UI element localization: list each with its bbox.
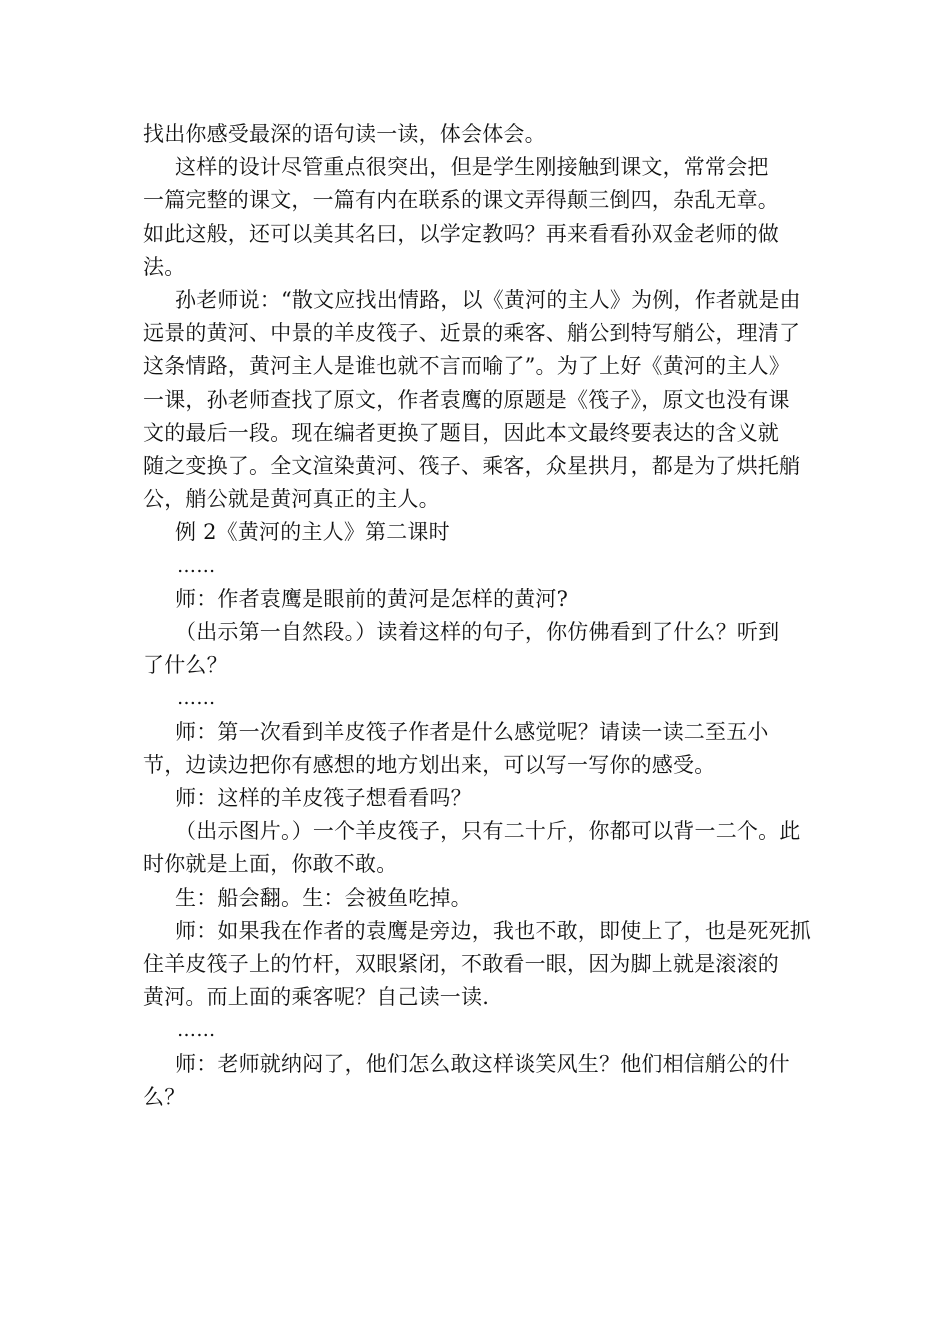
text-line: 黄河。而上面的乘客呢？自己读一读. <box>143 985 490 1010</box>
text-line: 公，艄公就是黄河真正的主人。 <box>143 487 440 512</box>
ellipsis-line: …… <box>177 554 216 577</box>
text-line: 节，边读边把你有感想的地方划出来，可以写一写你的感受。 <box>143 752 716 777</box>
text-line: （出示第一自然段。）读着这样的句子，你仿佛看到了什么？听到 <box>175 620 780 645</box>
document-body <box>143 118 811 1114</box>
text-line: 师：这样的羊皮筏子想看看吗？ <box>175 786 472 811</box>
text-line: 一篇完整的课文，一篇有内在联系的课文弄得颠三倒四，杂乱无章。 <box>143 188 779 213</box>
ellipsis-line: …… <box>177 1019 216 1042</box>
text-line: 师：如果我在作者的袁鹰是旁边，我也不敢，即使上了，也是死死抓 <box>175 918 811 943</box>
text-line: 随之变换了。全文渲染黄河、筏子、乘客，众星拱月，都是为了烘托艄 <box>143 454 801 479</box>
text-line: 法。 <box>143 254 186 279</box>
text-line: 文的最后一段。现在编者更换了题目，因此本文最终要表达的含义就 <box>143 420 779 445</box>
text-line: 这样的设计尽管重点很突出，但是学生刚接触到课文，常常会把 <box>175 155 769 180</box>
ellipsis-line: …… <box>177 687 216 710</box>
text-line: 远景的黄河、中景的羊皮筏子、近景的乘客、艄公到特写艄公，理清了 <box>143 321 801 346</box>
text-line: 生：船会翻。生：会被鱼吃掉。 <box>175 885 472 910</box>
text-line: 师：老师就纳闷了，他们怎么敢这样谈笑风生？他们相信艄公的什 <box>175 1051 790 1076</box>
text-line: 一课，孙老师查找了原文，作者袁鹰的原题是《筏子》，原文也没有课 <box>143 387 790 412</box>
text-line: 例 2《黄河的主人》第二课时 <box>175 520 450 545</box>
text-line: 这条情路，黄河主人是谁也就不言而喻了”。为了上好《黄河的主人》 <box>143 354 790 379</box>
text-line: 时你就是上面，你敢不敢。 <box>143 852 398 877</box>
text-line: 么？ <box>143 1084 186 1109</box>
text-line: 了什么？ <box>143 653 228 678</box>
text-line: 如此这般，还可以美其名曰，以学定教吗？再来看看孙双金老师的做 <box>143 221 779 246</box>
text-line: 住羊皮筏子上的竹杆，双眼紧闭，不敢看一眼，因为脚上就是滚滚的 <box>143 952 779 977</box>
text-line: 师：作者袁鹰是眼前的黄河是怎样的黄河? <box>175 586 569 611</box>
text-line: 孙老师说：“散文应找出情路，以《黄河的主人》为例，作者就是由 <box>175 288 801 313</box>
text-line: 师：第一次看到羊皮筏子作者是什么感觉呢？请读一读二至五小 <box>175 719 769 744</box>
text-line: （出示图片。）一个羊皮筏子，只有二十斤，你都可以背一二个。此 <box>175 819 801 844</box>
text-line: 找出你感受最深的语句读一读，体会体会。 <box>143 122 546 146</box>
